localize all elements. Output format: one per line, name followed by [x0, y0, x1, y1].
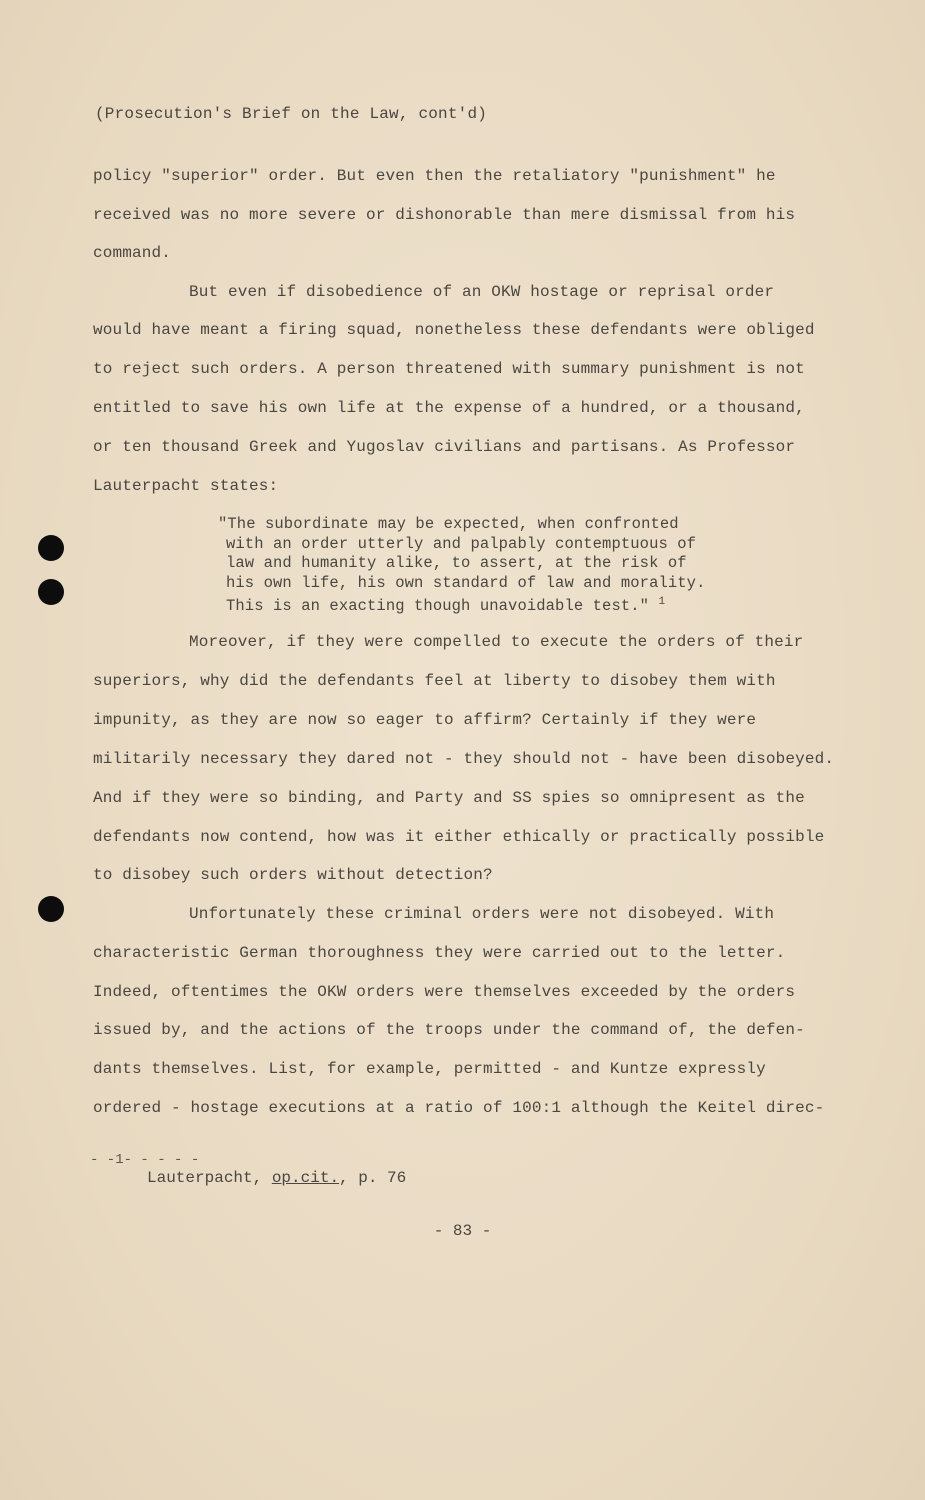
text-line: would have meant a firing squad, nonetheless these defendants were obliged [93, 321, 815, 339]
quote-line: "The subordinate may be expected, when confronted [218, 515, 679, 533]
text-line: superiors, why did the defendants feel at liberty to disobey them with [93, 672, 776, 690]
text-line: And if they were so binding, and Party and SS spies so omnipresent as the [93, 789, 805, 807]
quote-line: his own life, his own standard of law and morality. [226, 574, 706, 592]
text-line: issued by, and the actions of the troops under the command of, the defen- [93, 1021, 805, 1039]
text-line: received was no more severe or dishonorable than mere dismissal from his [93, 206, 796, 224]
footnote [147, 1169, 406, 1187]
footnote-separator: - -1- - - - - [90, 1152, 200, 1168]
text-line: policy "superior" order. But even then the retaliatory "punishment" he [93, 167, 776, 185]
footnote-marker: 1 [658, 596, 666, 608]
footnote-page: , p. 76 [339, 1169, 407, 1187]
text-line: to disobey such orders without detection? [93, 866, 493, 884]
quote-line-last [226, 593, 665, 616]
text-line: defendants now contend, how was it either ethically or practically possible [93, 828, 825, 846]
punch-hole-3 [38, 896, 64, 922]
text-line: Indeed, oftentimes the OKW orders were themselves exceeded by the orders [93, 983, 796, 1001]
text-line: Moreover, if they were compelled to execute the orders of their [189, 633, 804, 651]
text-line: militarily necessary they dared not - they should not - have been disobeyed. [93, 750, 835, 768]
text-line: Unfortunately these criminal orders were not disobeyed. With [189, 905, 775, 923]
punch-hole-2 [38, 579, 64, 605]
text-line: dants themselves. List, for example, permitted - and Kuntze expressly [93, 1060, 766, 1078]
text-line: ordered - hostage executions at a ratio of 100:1 although the Keitel direc- [93, 1099, 825, 1117]
punch-hole-1 [38, 535, 64, 561]
quote-text: This is an exacting though unavoidable test." [226, 597, 650, 616]
text-line: entitled to save his own life at the expense of a hundred, or a thousand, [93, 399, 805, 417]
text-line: to reject such orders. A person threatened with summary punishment is not [93, 360, 805, 378]
quote-line: with an order utterly and palpably contemptuous of [226, 535, 697, 553]
page-header: (Prosecution's Brief on the Law, cont'd) [95, 105, 488, 123]
quote-line: law and humanity alike, to assert, at the risk of [226, 554, 687, 572]
page-number: - 83 - [433, 1222, 492, 1240]
footnote-author: Lauterpacht, [147, 1169, 272, 1187]
text-line: or ten thousand Greek and Yugoslav civilians and partisans. As Professor [93, 438, 796, 456]
footnote-ref: op.cit. [271, 1169, 340, 1187]
text-line: But even if disobedience of an OKW hostage or reprisal order [189, 283, 775, 301]
text-line: Lauterpacht states: [93, 477, 279, 495]
text-line: impunity, as they are now so eager to affirm? Certainly if they were [93, 711, 757, 729]
text-line: command. [93, 244, 172, 262]
text-line: characteristic German thoroughness they were carried out to the letter. [93, 944, 786, 962]
